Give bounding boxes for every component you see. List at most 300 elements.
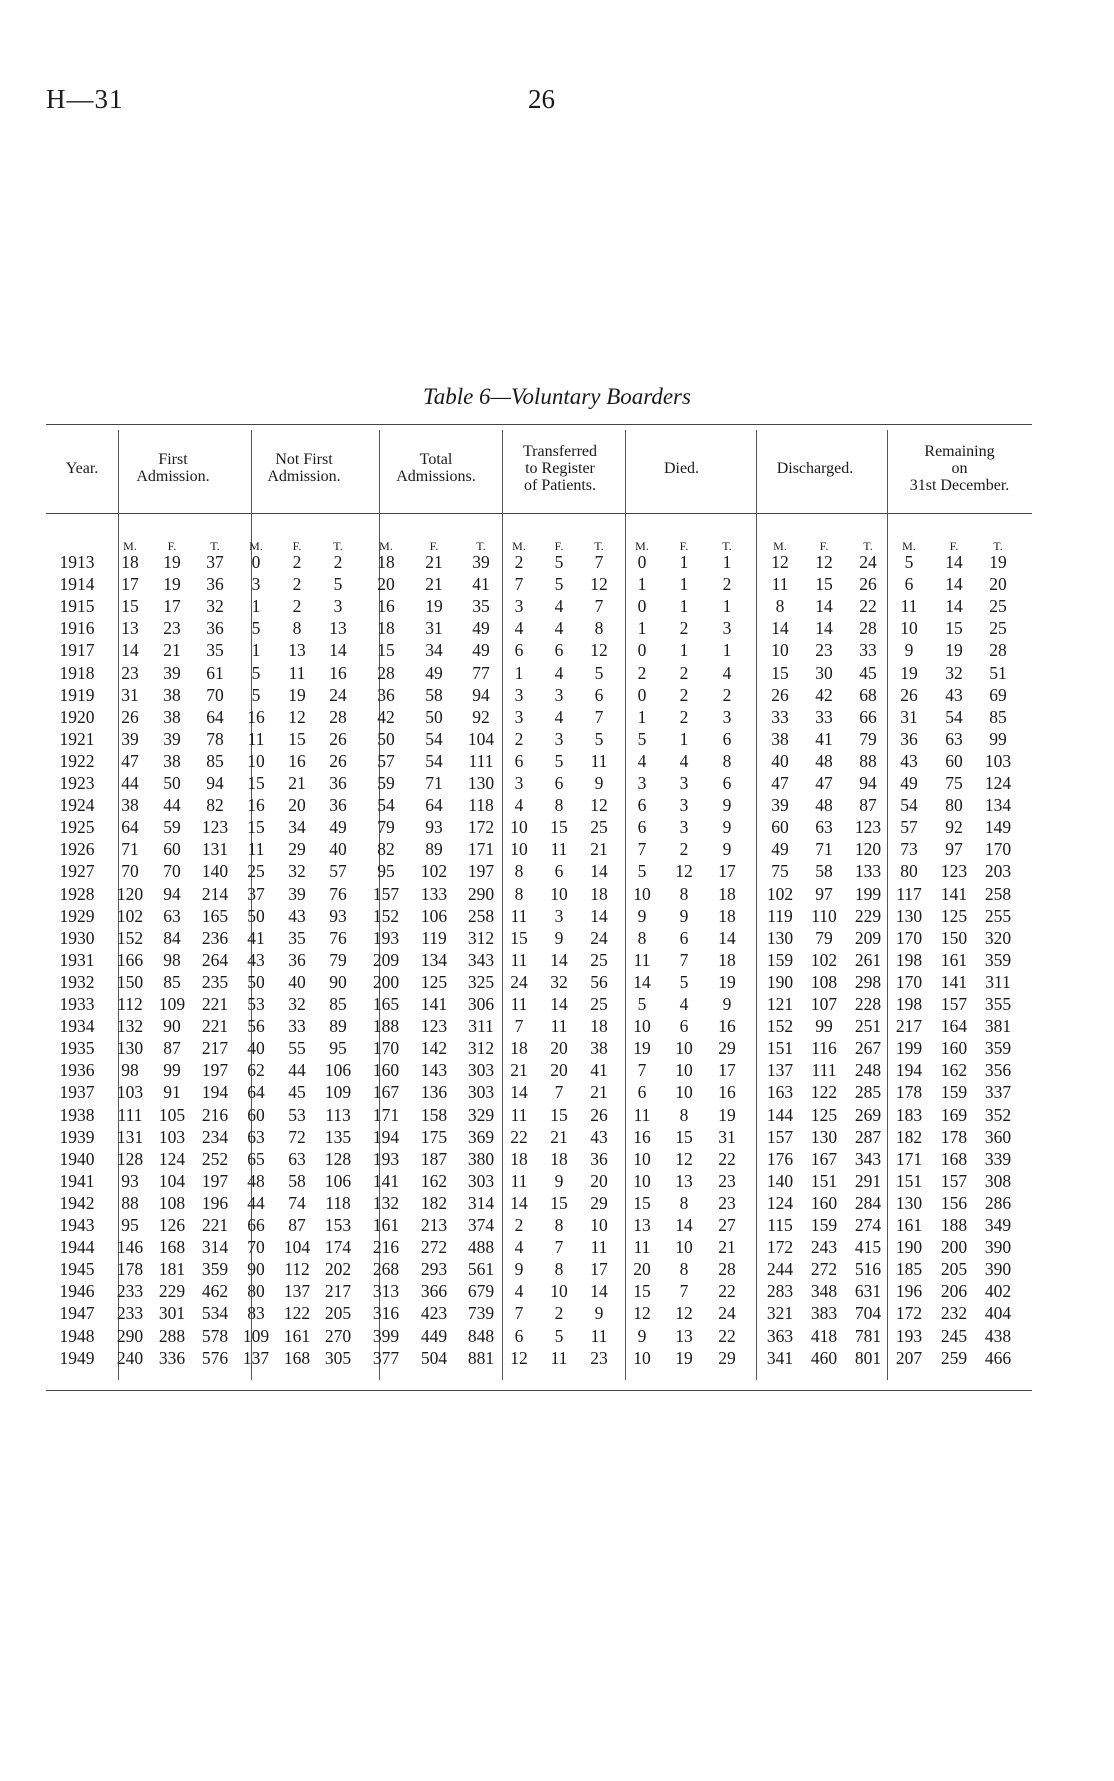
table-cell: 9 bbox=[679, 905, 689, 926]
table-cell: 24 bbox=[329, 684, 347, 705]
table-cell: 11 bbox=[510, 1104, 528, 1125]
table-cell: 71 bbox=[815, 839, 833, 860]
table-cell: 41 bbox=[815, 728, 833, 749]
table-cell: 38 bbox=[163, 684, 181, 705]
year-cell: 1939 bbox=[59, 1126, 95, 1147]
table-cell: 50 bbox=[425, 706, 443, 727]
table-cell: 6 bbox=[637, 817, 647, 838]
table-cell: 9 bbox=[514, 1259, 524, 1280]
table-cell: 106 bbox=[324, 1170, 352, 1191]
table-cell: 123 bbox=[940, 861, 968, 882]
table-cell: 32 bbox=[288, 994, 306, 1014]
table-cell: 196 bbox=[895, 1281, 923, 1302]
table-cell: 113 bbox=[325, 1104, 351, 1125]
table-cell: 35 bbox=[288, 927, 306, 948]
table-cell: 32 bbox=[550, 971, 568, 992]
table-cell: 141 bbox=[372, 1170, 400, 1191]
table-cell: 1 bbox=[637, 706, 647, 727]
table-cell: 22 bbox=[859, 596, 877, 617]
table-cell: 32 bbox=[288, 861, 306, 882]
table-cell: 267 bbox=[854, 1038, 882, 1059]
table-cell: 18 bbox=[121, 552, 139, 572]
table-cell: 37 bbox=[247, 883, 265, 904]
table-cell: 2 bbox=[514, 1215, 524, 1235]
table-cell: 2 bbox=[679, 618, 689, 639]
table-cell: 311 bbox=[985, 971, 1011, 992]
table-cell: 87 bbox=[859, 795, 877, 816]
table-cell: 5 bbox=[594, 662, 604, 683]
table-cell: 39 bbox=[472, 552, 490, 572]
table-cell: 205 bbox=[940, 1259, 968, 1280]
table-cell: 337 bbox=[984, 1082, 1012, 1103]
year-cell: 1919 bbox=[59, 684, 95, 705]
table-title: Table 6—Voluntary Boarders bbox=[423, 384, 691, 409]
table-cell: 383 bbox=[810, 1303, 838, 1324]
table-cell: 258 bbox=[467, 905, 495, 926]
table-cell: 198 bbox=[895, 949, 923, 970]
table-cell: 50 bbox=[247, 971, 265, 992]
table-cell: 190 bbox=[766, 971, 794, 992]
table-cell: 123 bbox=[854, 817, 882, 838]
table-cell: 305 bbox=[324, 1347, 352, 1368]
table-cell: 13 bbox=[329, 618, 347, 639]
table-cell: 99 bbox=[163, 1060, 181, 1081]
table-cell: 194 bbox=[372, 1126, 400, 1147]
table-cell: 161 bbox=[283, 1325, 311, 1346]
table-cell: 85 bbox=[206, 750, 224, 771]
table-cell: 26 bbox=[329, 750, 347, 771]
table-cell: 76 bbox=[329, 927, 347, 948]
table-cell: 16 bbox=[329, 662, 347, 683]
table-cell: 141 bbox=[940, 883, 968, 904]
table-cell: 111 bbox=[811, 1060, 837, 1081]
table-cell: 58 bbox=[425, 684, 443, 705]
table-cell: 243 bbox=[810, 1237, 838, 1258]
table-cell: 98 bbox=[163, 949, 181, 970]
table-cell: 38 bbox=[163, 706, 181, 727]
table-cell: 3 bbox=[514, 706, 524, 727]
table-cell: 18 bbox=[510, 1038, 528, 1059]
table-cell: 221 bbox=[201, 994, 229, 1014]
table-cell: 303 bbox=[467, 1060, 495, 1081]
table-cell: 10 bbox=[633, 1347, 651, 1368]
table-cell: 23 bbox=[590, 1347, 608, 1368]
subheader-t: T. bbox=[594, 539, 604, 553]
table-cell: 349 bbox=[984, 1215, 1012, 1235]
table-cell: 94 bbox=[163, 883, 181, 904]
table-cell: 381 bbox=[984, 1016, 1012, 1037]
table-cell: 26 bbox=[121, 706, 139, 727]
table-cell: 79 bbox=[377, 817, 395, 838]
table-cell: 159 bbox=[940, 1082, 968, 1103]
table-cell: 47 bbox=[815, 773, 833, 793]
table-cell: 66 bbox=[247, 1215, 265, 1235]
table-cell: 33 bbox=[771, 706, 789, 727]
table-cell: 207 bbox=[895, 1347, 923, 1368]
table-cell: 11 bbox=[633, 1104, 651, 1125]
table-cell: 2 bbox=[679, 662, 689, 683]
table-cell: 4 bbox=[637, 750, 647, 771]
table-cell: 18 bbox=[590, 883, 608, 904]
table-cell: 64 bbox=[247, 1082, 265, 1103]
table-cell: 57 bbox=[377, 750, 395, 771]
subheader-f: F. bbox=[949, 539, 959, 553]
table-cell: 21 bbox=[590, 1082, 608, 1103]
table-cell: 137 bbox=[283, 1281, 311, 1302]
table-cell: 36 bbox=[900, 728, 918, 749]
year-cell: 1940 bbox=[59, 1148, 95, 1169]
year-cell: 1931 bbox=[59, 949, 95, 970]
table-cell: 102 bbox=[810, 949, 838, 970]
table-cell: 15 bbox=[771, 662, 789, 683]
table-cell: 74 bbox=[288, 1192, 306, 1213]
table-cell: 20 bbox=[550, 1060, 568, 1081]
table-cell: 4 bbox=[554, 596, 564, 617]
subheader-m: M. bbox=[512, 539, 526, 553]
table-cell: 54 bbox=[425, 750, 443, 771]
table-cell: 4 bbox=[722, 662, 732, 683]
table-cell: 72 bbox=[288, 1126, 306, 1147]
table-cell: 50 bbox=[377, 728, 395, 749]
table-cell: 175 bbox=[420, 1126, 448, 1147]
table-cell: 5 bbox=[251, 662, 261, 683]
table-cell: 2 bbox=[292, 552, 302, 572]
table-cell: 2 bbox=[722, 574, 732, 595]
table-cell: 14 bbox=[945, 596, 963, 617]
table-cell: 18 bbox=[718, 949, 736, 970]
table-cell: 9 bbox=[594, 773, 604, 793]
table-cell: 137 bbox=[766, 1060, 794, 1081]
table-cell: 2 bbox=[554, 1303, 564, 1324]
table-cell: 49 bbox=[425, 662, 443, 683]
year-cell: 1917 bbox=[59, 640, 95, 661]
table-cell: 112 bbox=[117, 994, 143, 1014]
table-cell: 45 bbox=[859, 662, 877, 683]
table-cell: 14 bbox=[121, 640, 139, 661]
table-cell: 314 bbox=[467, 1192, 495, 1213]
table-cell: 12 bbox=[815, 552, 833, 572]
subheader-t: T. bbox=[993, 539, 1003, 553]
table-cell: 123 bbox=[201, 817, 229, 838]
table-cell: 217 bbox=[324, 1281, 352, 1302]
table-cell: 14 bbox=[550, 949, 568, 970]
table-cell: 77 bbox=[472, 662, 490, 683]
table-cell: 122 bbox=[810, 1082, 838, 1103]
table-cell: 15 bbox=[247, 773, 265, 793]
table-cell: 11 bbox=[510, 905, 528, 926]
table-cell: 66 bbox=[859, 706, 877, 727]
table-cell: 8 bbox=[554, 1215, 564, 1235]
table-cell: 5 bbox=[904, 552, 914, 572]
table-cell: 87 bbox=[163, 1038, 181, 1059]
subheader-t: T. bbox=[210, 539, 220, 553]
table-cell: 18 bbox=[718, 905, 736, 926]
table-cell: 5 bbox=[637, 861, 647, 882]
table-cell: 283 bbox=[766, 1281, 794, 1302]
table-cell: 21 bbox=[590, 839, 608, 860]
table-bottom-rule bbox=[46, 1390, 1032, 1391]
table-cell: 134 bbox=[420, 949, 448, 970]
table-cell: 6 bbox=[514, 640, 524, 661]
table-cell: 739 bbox=[467, 1303, 495, 1324]
table-cell: 29 bbox=[718, 1038, 736, 1059]
table-cell: 303 bbox=[467, 1082, 495, 1103]
table-cell: 85 bbox=[329, 994, 347, 1014]
table-cell: 325 bbox=[467, 971, 495, 992]
table-cell: 34 bbox=[425, 640, 443, 661]
table-cell: 7 bbox=[594, 706, 604, 727]
table-cell: 3 bbox=[722, 706, 732, 727]
table-cell: 188 bbox=[940, 1215, 968, 1235]
table-cell: 5 bbox=[679, 971, 689, 992]
table-cell: 259 bbox=[940, 1347, 968, 1368]
table-cell: 197 bbox=[201, 1170, 229, 1191]
table-cell: 130 bbox=[895, 905, 923, 926]
table-cell: 10 bbox=[510, 817, 528, 838]
table-cell: 61 bbox=[206, 662, 224, 683]
table-cell: 438 bbox=[984, 1325, 1012, 1346]
table-cell: 4 bbox=[554, 618, 564, 639]
table-cell: 252 bbox=[201, 1148, 229, 1169]
table-cell: 157 bbox=[940, 1170, 968, 1191]
table-cell: 3 bbox=[637, 773, 647, 793]
table-cell: 9 bbox=[637, 905, 647, 926]
table-cell: 7 bbox=[514, 1303, 524, 1324]
table-cell: 10 bbox=[771, 640, 789, 661]
table-cell: 321 bbox=[766, 1303, 794, 1324]
table-cell: 94 bbox=[206, 773, 224, 793]
year-cell: 1921 bbox=[59, 728, 95, 749]
table-cell: 36 bbox=[206, 574, 224, 595]
table-cell: 233 bbox=[116, 1281, 144, 1302]
table-cell: 168 bbox=[940, 1148, 968, 1169]
table-cell: 399 bbox=[372, 1325, 400, 1346]
table-cell: 99 bbox=[989, 728, 1007, 749]
table-cell: 781 bbox=[854, 1325, 882, 1346]
table-cell: 10 bbox=[510, 839, 528, 860]
table-cell: 178 bbox=[940, 1126, 968, 1147]
table-cell: 193 bbox=[372, 927, 400, 948]
table-cell: 11 bbox=[510, 949, 528, 970]
table-cell: 144 bbox=[766, 1104, 794, 1125]
table-cell: 36 bbox=[329, 795, 347, 816]
table-cell: 152 bbox=[766, 1016, 794, 1037]
table-cell: 14 bbox=[550, 994, 568, 1014]
table-cell: 308 bbox=[984, 1170, 1012, 1191]
table-cell: 0 bbox=[637, 640, 647, 661]
table-cell: 1 bbox=[251, 640, 261, 661]
table-cell: 169 bbox=[940, 1104, 968, 1125]
table-cell: 415 bbox=[854, 1237, 882, 1258]
table-cell: 60 bbox=[247, 1104, 265, 1125]
table-cell: 18 bbox=[718, 883, 736, 904]
table-cell: 194 bbox=[201, 1082, 229, 1103]
table-cell: 9 bbox=[904, 640, 914, 661]
table-cell: 60 bbox=[163, 839, 181, 860]
table-cell: 6 bbox=[514, 1325, 524, 1346]
table-cell: 62 bbox=[247, 1060, 265, 1081]
table-cell: 58 bbox=[288, 1170, 306, 1191]
table-cell: 107 bbox=[810, 994, 838, 1014]
table-cell: 29 bbox=[590, 1192, 608, 1213]
table-cell: 94 bbox=[859, 773, 877, 793]
table-cell: 336 bbox=[158, 1347, 186, 1368]
table-cell: 460 bbox=[810, 1347, 838, 1368]
table-cell: 19 bbox=[675, 1347, 693, 1368]
table-cell: 13 bbox=[675, 1325, 693, 1346]
subheader-t: T. bbox=[863, 539, 873, 553]
table-cell: 94 bbox=[472, 684, 490, 705]
table-cell: 80 bbox=[945, 795, 963, 816]
table-cell: 3 bbox=[514, 773, 524, 793]
table-cell: 153 bbox=[324, 1215, 352, 1235]
year-cell: 1942 bbox=[59, 1192, 95, 1213]
table-cell: 4 bbox=[514, 618, 524, 639]
table-cell: 7 bbox=[554, 1082, 564, 1103]
table-cell: 374 bbox=[467, 1215, 495, 1235]
table-cell: 704 bbox=[854, 1303, 882, 1324]
table-cell: 248 bbox=[854, 1060, 882, 1081]
table-cell: 8 bbox=[722, 750, 732, 771]
table-cell: 466 bbox=[984, 1347, 1012, 1368]
table-cell: 88 bbox=[121, 1192, 139, 1213]
table-cell: 128 bbox=[324, 1148, 352, 1169]
table-cell: 162 bbox=[420, 1170, 448, 1191]
table-cell: 161 bbox=[895, 1215, 923, 1235]
table-cell: 39 bbox=[288, 883, 306, 904]
table-cell: 6 bbox=[679, 927, 689, 948]
table-cell: 157 bbox=[940, 994, 968, 1014]
table-cell: 390 bbox=[984, 1259, 1012, 1280]
table-cell: 150 bbox=[940, 927, 968, 948]
table-cell: 21 bbox=[425, 574, 443, 595]
table-cell: 181 bbox=[158, 1259, 186, 1280]
table-cell: 17 bbox=[121, 574, 139, 595]
table-cell: 197 bbox=[201, 1060, 229, 1081]
table-cell: 221 bbox=[201, 1215, 229, 1235]
table-cell: 140 bbox=[201, 861, 229, 882]
table-cell: 70 bbox=[121, 861, 139, 882]
table-cell: 44 bbox=[288, 1060, 306, 1081]
table-cell: 170 bbox=[984, 839, 1012, 860]
table-cell: 130 bbox=[467, 773, 495, 793]
table-cell: 233 bbox=[116, 1303, 144, 1324]
table-cell: 355 bbox=[984, 994, 1012, 1014]
table-cell: 1 bbox=[722, 552, 732, 572]
table-cell: 137 bbox=[242, 1347, 270, 1368]
table-cell: 63 bbox=[288, 1148, 306, 1169]
table-cell: 286 bbox=[984, 1192, 1012, 1213]
table-cell: 178 bbox=[116, 1259, 144, 1280]
table-cell: 122 bbox=[283, 1303, 311, 1324]
year-cell: 1920 bbox=[59, 706, 95, 727]
column-header-group: First Admission. bbox=[136, 451, 210, 485]
table-cell: 21 bbox=[718, 1237, 736, 1258]
table-cell: 45 bbox=[288, 1082, 306, 1103]
table-cell: 203 bbox=[984, 861, 1012, 882]
table-cell: 43 bbox=[288, 905, 306, 926]
table-cell: 70 bbox=[247, 1237, 265, 1258]
table-cell: 15 bbox=[550, 1192, 568, 1213]
table-cell: 31 bbox=[121, 684, 139, 705]
subheader-t: T. bbox=[333, 539, 343, 553]
table-cell: 22 bbox=[718, 1281, 736, 1302]
table-cell: 12 bbox=[590, 640, 608, 661]
table-cell: 25 bbox=[989, 596, 1007, 617]
table-cell: 8 bbox=[514, 861, 524, 882]
table-cell: 8 bbox=[775, 596, 785, 617]
table-cell: 9 bbox=[554, 1170, 564, 1191]
table-cell: 801 bbox=[854, 1347, 882, 1368]
table-cell: 39 bbox=[121, 728, 139, 749]
table-cell: 95 bbox=[121, 1215, 139, 1235]
table-cell: 7 bbox=[514, 1016, 524, 1037]
subheader-f: F. bbox=[679, 539, 689, 553]
column-header-group: Not First Admission. bbox=[267, 451, 341, 485]
table-cell: 12 bbox=[633, 1303, 651, 1324]
table-cell: 9 bbox=[722, 994, 732, 1014]
table-cell: 25 bbox=[590, 817, 608, 838]
table-cell: 7 bbox=[594, 552, 604, 572]
table-top-rule bbox=[46, 424, 1032, 425]
table-cell: 161 bbox=[372, 1215, 400, 1235]
table-cell: 272 bbox=[810, 1259, 838, 1280]
table-cell: 133 bbox=[854, 861, 882, 882]
table-cell: 50 bbox=[247, 905, 265, 926]
table-cell: 151 bbox=[895, 1170, 923, 1191]
page-number: 26 bbox=[528, 84, 555, 114]
table-cell: 5 bbox=[251, 684, 261, 705]
table-cell: 390 bbox=[984, 1237, 1012, 1258]
table-cell: 15 bbox=[510, 927, 528, 948]
table-cell: 59 bbox=[377, 773, 395, 793]
table-cell: 64 bbox=[425, 795, 443, 816]
table-cell: 99 bbox=[815, 1016, 833, 1037]
table-cell: 162 bbox=[940, 1060, 968, 1081]
subheader-f: F. bbox=[429, 539, 439, 553]
table-cell: 193 bbox=[895, 1325, 923, 1346]
table-cell: 15 bbox=[550, 1104, 568, 1125]
table-cell: 124 bbox=[158, 1148, 186, 1169]
table-cell: 3 bbox=[514, 596, 524, 617]
table-cell: 54 bbox=[900, 795, 918, 816]
table-cell: 369 bbox=[467, 1126, 495, 1147]
table-cell: 1 bbox=[722, 596, 732, 617]
year-cell: 1913 bbox=[59, 552, 95, 572]
table-cell: 58 bbox=[815, 861, 833, 882]
table-cell: 97 bbox=[945, 839, 963, 860]
table-cell: 1 bbox=[722, 640, 732, 661]
table-cell: 105 bbox=[158, 1104, 186, 1125]
table-cell: 8 bbox=[679, 883, 689, 904]
table-cell: 108 bbox=[810, 971, 838, 992]
table-cell: 12 bbox=[675, 1148, 693, 1169]
table-cell: 20 bbox=[633, 1259, 651, 1280]
year-cell: 1943 bbox=[59, 1215, 95, 1235]
table-cell: 26 bbox=[590, 1104, 608, 1125]
table-cell: 79 bbox=[859, 728, 877, 749]
table-cell: 14 bbox=[329, 640, 347, 661]
table-cell: 268 bbox=[372, 1259, 400, 1280]
table-cell: 534 bbox=[201, 1303, 229, 1324]
table-cell: 20 bbox=[989, 574, 1007, 595]
table-cell: 132 bbox=[372, 1192, 400, 1213]
table-cell: 54 bbox=[425, 728, 443, 749]
table-cell: 14 bbox=[590, 861, 608, 882]
table-cell: 4 bbox=[554, 662, 564, 683]
table-cell: 16 bbox=[247, 795, 265, 816]
table-cell: 329 bbox=[467, 1104, 495, 1125]
